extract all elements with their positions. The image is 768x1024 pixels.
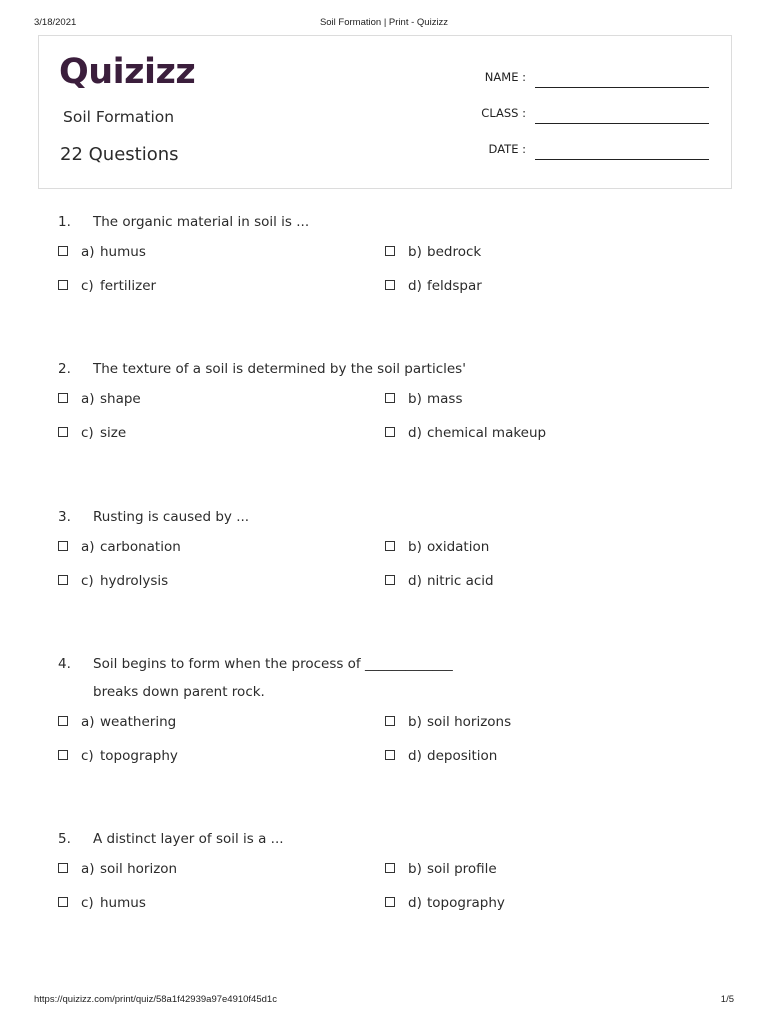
print-date: 3/18/2021 xyxy=(34,17,77,28)
print-header xyxy=(34,17,734,31)
checkbox[interactable] xyxy=(58,575,68,585)
quizizz-logo: Quizizz xyxy=(59,52,196,92)
date-label: DATE : xyxy=(488,142,526,156)
question-text: The texture of a soil is determined by the soil particles' xyxy=(93,361,466,377)
question-5 xyxy=(58,829,718,923)
option-text: topography xyxy=(427,895,505,911)
print-url: https://quizizz.com/print/quiz/58a1f42939a97e4910f45d1c xyxy=(34,994,277,1005)
question-2 xyxy=(58,359,718,453)
option-text: size xyxy=(100,425,127,441)
option-letter: d) xyxy=(408,748,422,764)
option-text: chemical makeup xyxy=(427,425,547,441)
option-letter: a) xyxy=(81,861,95,877)
option-letter: c) xyxy=(81,278,94,294)
option-text: shape xyxy=(100,391,141,407)
class-line xyxy=(535,123,709,124)
option-text: hydrolysis xyxy=(100,573,169,589)
question-text-line-2: breaks down parent rock. xyxy=(93,684,265,700)
name-field xyxy=(469,70,709,90)
question-number: 2. xyxy=(58,361,71,377)
option-letter: b) xyxy=(408,861,422,877)
date-field xyxy=(469,142,709,162)
name-label: NAME : xyxy=(484,70,526,84)
option-letter: b) xyxy=(408,244,422,260)
date-line xyxy=(535,159,709,160)
option-text: nitric acid xyxy=(427,573,494,589)
class-field xyxy=(469,106,709,126)
checkbox[interactable] xyxy=(385,863,395,873)
option-text: humus xyxy=(100,895,146,911)
option-text: carbonation xyxy=(100,539,181,555)
question-count: 22 Questions xyxy=(60,144,179,165)
option-letter: d) xyxy=(408,573,422,589)
option-text: fertilizer xyxy=(100,278,157,294)
question-number: 3. xyxy=(58,509,71,525)
option-letter: a) xyxy=(81,244,95,260)
option-text: weathering xyxy=(100,714,177,730)
option-text: soil profile xyxy=(427,861,497,877)
checkbox[interactable] xyxy=(385,750,395,760)
question-number: 5. xyxy=(58,831,71,847)
checkbox[interactable] xyxy=(58,541,68,551)
question-number: 4. xyxy=(58,656,71,672)
checkbox[interactable] xyxy=(385,393,395,403)
quiz-header-card xyxy=(38,35,732,189)
checkbox[interactable] xyxy=(385,716,395,726)
question-stem xyxy=(58,359,718,379)
question-text: The organic material in soil is ... xyxy=(93,214,310,230)
option-letter: d) xyxy=(408,425,422,441)
checkbox[interactable] xyxy=(58,750,68,760)
question-stem xyxy=(58,212,718,232)
checkbox[interactable] xyxy=(58,246,68,256)
option-letter: c) xyxy=(81,573,94,589)
question-text: A distinct layer of soil is a ... xyxy=(93,831,284,847)
options xyxy=(58,537,718,601)
checkbox[interactable] xyxy=(58,280,68,290)
option-letter: a) xyxy=(81,391,95,407)
option-letter: d) xyxy=(408,278,422,294)
option-text: feldspar xyxy=(427,278,482,294)
checkbox[interactable] xyxy=(385,246,395,256)
option-text: deposition xyxy=(427,748,498,764)
question-text: Rusting is caused by ... xyxy=(93,509,250,525)
question-4 xyxy=(58,654,718,776)
option-letter: d) xyxy=(408,895,422,911)
name-line xyxy=(535,87,709,88)
question-3 xyxy=(58,507,718,601)
checkbox[interactable] xyxy=(385,541,395,551)
print-page-title: Soil Formation | Print - Quizizz xyxy=(319,17,449,28)
class-label: CLASS : xyxy=(481,106,526,120)
checkbox[interactable] xyxy=(58,427,68,437)
option-text: topography xyxy=(100,748,178,764)
option-letter: a) xyxy=(81,539,95,555)
page-number: 1/5 xyxy=(720,994,734,1005)
question-1 xyxy=(58,212,718,306)
option-text: bedrock xyxy=(427,244,482,260)
options xyxy=(58,859,718,923)
question-stem xyxy=(58,654,718,674)
option-text: soil horizons xyxy=(427,714,512,730)
option-text: oxidation xyxy=(427,539,490,555)
option-text: mass xyxy=(427,391,463,407)
quiz-title: Soil Formation xyxy=(63,108,175,126)
question-stem-continued xyxy=(58,682,718,702)
option-letter: c) xyxy=(81,748,94,764)
option-letter: c) xyxy=(81,895,94,911)
checkbox[interactable] xyxy=(385,575,395,585)
checkbox[interactable] xyxy=(385,427,395,437)
checkbox[interactable] xyxy=(385,897,395,907)
option-letter: b) xyxy=(408,391,422,407)
options xyxy=(58,389,718,453)
options xyxy=(58,242,718,306)
option-text: soil horizon xyxy=(100,861,178,877)
option-letter: b) xyxy=(408,539,422,555)
question-text: Soil begins to form when the process of _____________ xyxy=(93,656,453,672)
option-letter: a) xyxy=(81,714,95,730)
checkbox[interactable] xyxy=(58,393,68,403)
options xyxy=(58,712,718,776)
checkbox[interactable] xyxy=(58,897,68,907)
question-number: 1. xyxy=(58,214,71,230)
question-stem xyxy=(58,507,718,527)
checkbox[interactable] xyxy=(385,280,395,290)
option-text: humus xyxy=(100,244,146,260)
checkbox[interactable] xyxy=(58,863,68,873)
option-letter: b) xyxy=(408,714,422,730)
option-letter: c) xyxy=(81,425,94,441)
question-stem xyxy=(58,829,718,849)
checkbox[interactable] xyxy=(58,716,68,726)
